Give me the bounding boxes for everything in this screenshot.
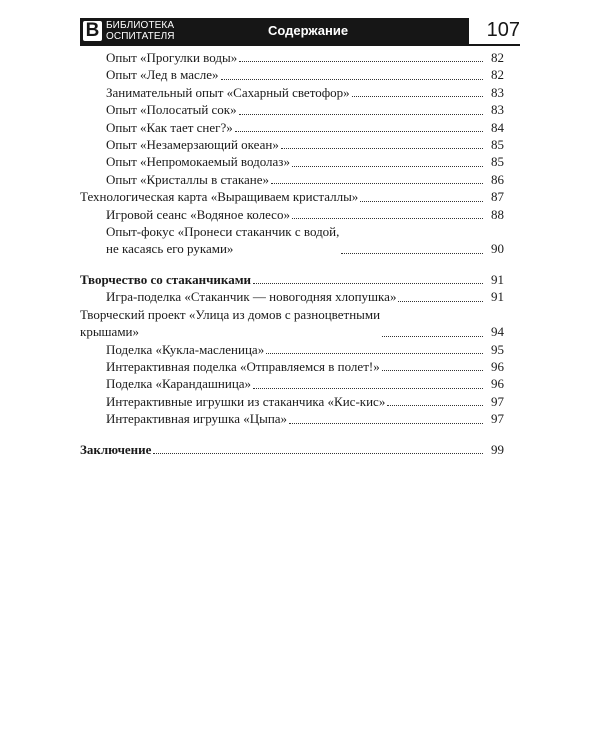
- page-number: 107: [486, 19, 520, 41]
- table-of-contents: [80, 49, 504, 458]
- toc-entry[interactable]: [80, 358, 504, 375]
- toc-entry-page: 99: [491, 441, 504, 457]
- toc-dot-leader: [271, 182, 483, 184]
- toc-entry-page: 83: [491, 102, 504, 118]
- toc-entry-title: Игра-поделка «Стаканчик — новогодняя хлопушка»: [106, 289, 397, 305]
- toc-dot-leader: [239, 60, 483, 62]
- toc-entry-page: 96: [491, 358, 504, 374]
- library-logo-icon: В: [83, 21, 102, 41]
- toc-entry-page: 85: [491, 137, 504, 153]
- toc-entry-title: Опыт «Прогулки воды»: [106, 50, 238, 65]
- toc-entry[interactable]: [80, 341, 504, 358]
- toc-dot-leader: [360, 200, 483, 202]
- toc-entry[interactable]: [80, 188, 504, 205]
- toc-entry[interactable]: [80, 206, 504, 223]
- toc-entry-title: Творческий проект «Улица из домов с разноцветными крышами»: [80, 306, 381, 340]
- toc-dot-leader: [382, 335, 483, 337]
- toc-entry-page: 83: [491, 84, 504, 100]
- toc-entry-title: Опыт «Как тает снег?»: [106, 119, 233, 135]
- header-bar: [80, 18, 469, 44]
- toc-dot-leader: [235, 130, 483, 132]
- toc-entry[interactable]: [80, 223, 504, 258]
- toc-entry-title: Опыт «Полосатый сок»: [106, 102, 237, 118]
- toc-section-heading[interactable]: [80, 271, 504, 288]
- toc-entry-page: 88: [491, 206, 504, 222]
- toc-entry[interactable]: [80, 136, 504, 153]
- toc-entry[interactable]: [80, 288, 504, 305]
- toc-dot-leader: [292, 165, 483, 167]
- toc-entry-title: Опыт «Кристаллы в стакане»: [106, 171, 269, 187]
- toc-entry-title: Опыт «Лед в масле»: [106, 67, 219, 83]
- toc-entry[interactable]: [80, 49, 504, 66]
- toc-dot-leader: [153, 452, 483, 454]
- page-header: [80, 18, 520, 44]
- toc-entry-page: 97: [491, 411, 504, 427]
- toc-entry-page: 95: [491, 341, 504, 357]
- library-name-line-1: БИБЛИОТЕКА: [106, 20, 175, 31]
- toc-dot-leader: [289, 422, 483, 424]
- toc-dot-leader: [266, 352, 483, 354]
- toc-entry-page: 90: [491, 241, 504, 257]
- toc-entry-page: 91: [491, 271, 504, 287]
- toc-entry-title: Занимательный опыт «Сахарный светофор»: [106, 84, 350, 100]
- toc-entry-title: Интерактивная поделка «Отправляемся в полет!»: [106, 358, 380, 374]
- toc-entry[interactable]: [80, 306, 504, 341]
- toc-dot-leader: [239, 113, 483, 115]
- toc-entry[interactable]: [80, 66, 504, 83]
- toc-entry[interactable]: [80, 375, 504, 392]
- toc-entry-page: 97: [491, 393, 504, 409]
- library-name-line-2: ОСПИТАТЕЛЯ: [106, 31, 175, 42]
- toc-dot-leader: [253, 282, 483, 284]
- toc-dot-leader: [387, 404, 483, 406]
- toc-entry-title: Поделка «Карандашница»: [106, 376, 252, 392]
- toc-entry[interactable]: [80, 410, 504, 427]
- toc-entry-page: 87: [491, 189, 504, 205]
- toc-dot-leader: [221, 78, 483, 80]
- toc-entry[interactable]: [80, 171, 504, 188]
- toc-entry-page: 84: [491, 119, 504, 135]
- toc-entry-title: Опыт «Незамерзающий океан»: [106, 137, 279, 153]
- toc-entry-page: 82: [491, 67, 504, 83]
- toc-entry-title: Интерактивные игрушки из стаканчика «Кис-кис»: [106, 393, 386, 409]
- toc-entry-page: 94: [491, 324, 504, 340]
- toc-entry-title: Технологическая карта «Выращиваем кристаллы»: [80, 189, 359, 205]
- toc-entry[interactable]: [80, 153, 504, 170]
- toc-dot-leader: [382, 369, 483, 371]
- toc-entry-title: Заключение: [80, 441, 152, 457]
- toc-dot-leader: [352, 95, 483, 97]
- toc-entry[interactable]: [80, 119, 504, 136]
- toc-entry-page: 85: [491, 154, 504, 170]
- toc-entry-title: Интерактивная игрушка «Цыпа»: [106, 411, 288, 427]
- toc-entry-page: 96: [491, 376, 504, 392]
- toc-entry-title: Игровой сеанс «Водяное колесо»: [106, 206, 290, 222]
- toc-entry-title: Опыт «Непромокаемый водолаз»: [106, 154, 290, 170]
- toc-entry-page: 91: [491, 289, 504, 305]
- toc-entry-title: Творчество со стаканчиками: [80, 271, 252, 287]
- toc-entry-title: Опыт-фокус «Пронеси стаканчик с водой, не касаясь его руками»: [106, 224, 340, 257]
- toc-section-heading[interactable]: [80, 441, 504, 458]
- library-name: [106, 20, 186, 42]
- section-title: Содержание: [268, 23, 349, 38]
- toc-entry-page: 86: [491, 171, 504, 187]
- toc-dot-leader: [253, 387, 483, 389]
- toc-entry[interactable]: [80, 101, 504, 118]
- toc-entry-title: Поделка «Кукла-масленица»: [106, 341, 265, 357]
- toc-dot-leader: [341, 252, 483, 254]
- header-divider: [80, 44, 520, 46]
- toc-entry[interactable]: [80, 84, 504, 101]
- toc-entry[interactable]: [80, 393, 504, 410]
- toc-dot-leader: [281, 147, 483, 149]
- toc-entry-page: 82: [491, 50, 504, 65]
- toc-dot-leader: [398, 300, 483, 302]
- toc-dot-leader: [292, 217, 483, 219]
